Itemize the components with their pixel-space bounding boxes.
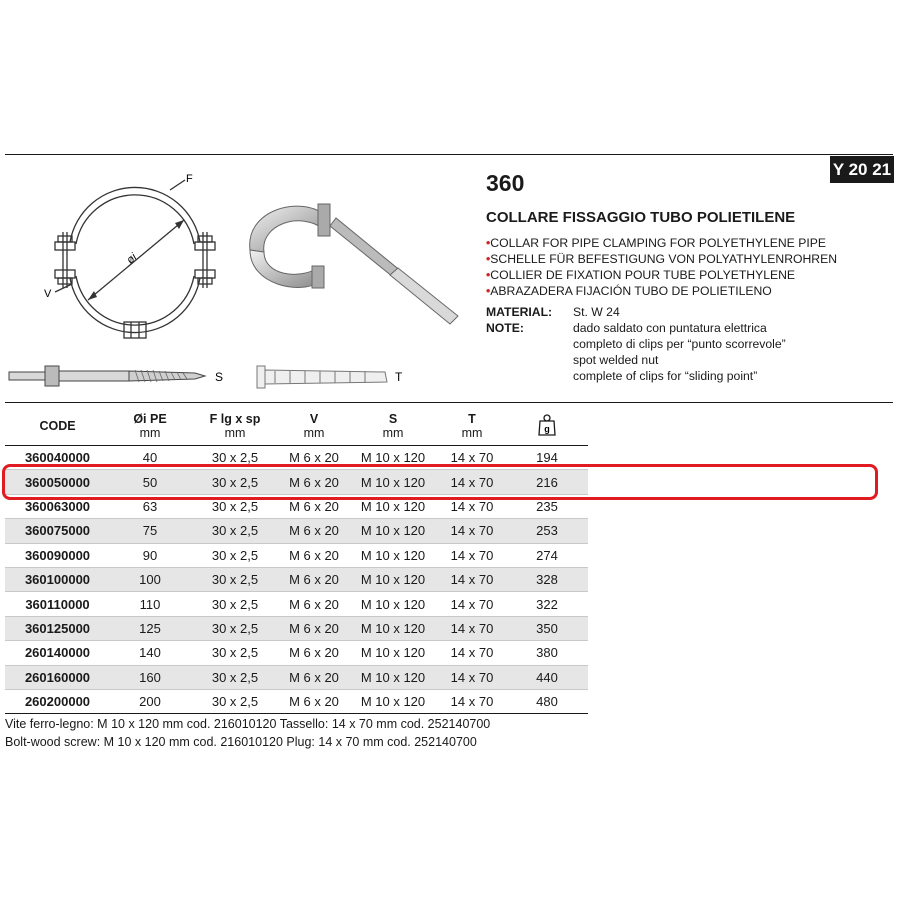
table-row <box>5 689 588 713</box>
table-cell: 14 x 70 <box>438 641 506 665</box>
col-header-v: V mm <box>280 407 348 446</box>
table-cell: M 6 x 20 <box>280 494 348 518</box>
translation-line: •ABRAZADERA FIJACIÓN TUBO DE POLIETILENO <box>486 284 772 298</box>
table-cell: M 6 x 20 <box>280 567 348 591</box>
code-cell: 360063000 <box>5 494 110 518</box>
table-cell: 140 <box>110 641 190 665</box>
table-cell: 14 x 70 <box>438 567 506 591</box>
svg-text:g: g <box>544 423 550 434</box>
table-cell: 14 x 70 <box>438 689 506 713</box>
col-header-diameter: Øi PE mm <box>110 407 190 446</box>
note-line: completo di clips per “punto scorrevole” <box>573 337 786 351</box>
screw-s-drawing <box>5 362 230 392</box>
table-cell: 40 <box>110 446 190 470</box>
table-cell: M 6 x 20 <box>280 592 348 616</box>
table-cell: 14 x 70 <box>438 470 506 494</box>
table-cell: 194 <box>506 446 588 470</box>
table-cell: M 6 x 20 <box>280 543 348 567</box>
label-f: F <box>186 173 193 185</box>
code-cell: 360050000 <box>5 470 110 494</box>
material-value: St. W 24 <box>573 305 620 319</box>
footer-note-it: Vite ferro-legno: M 10 x 120 mm cod. 216010120 Tassello: 14 x 70 mm cod. 252140700 <box>5 717 491 731</box>
table-cell: M 10 x 120 <box>348 494 438 518</box>
table-cell: M 10 x 120 <box>348 592 438 616</box>
table-cell: M 10 x 120 <box>348 470 438 494</box>
plug-t-drawing <box>255 362 415 392</box>
translation-line: •COLLAR FOR PIPE CLAMPING FOR POLYETHYLENE PIPE <box>486 236 826 250</box>
table-cell: M 6 x 20 <box>280 641 348 665</box>
code-cell: 360100000 <box>5 567 110 591</box>
code-cell: 260160000 <box>5 665 110 689</box>
table-cell: 274 <box>506 543 588 567</box>
label-s: S <box>215 370 224 384</box>
table-cell: 30 x 2,5 <box>190 689 280 713</box>
table-cell: 235 <box>506 494 588 518</box>
material-label: MATERIAL: <box>486 305 553 319</box>
table-cell: 328 <box>506 567 588 591</box>
table-cell: M 6 x 20 <box>280 616 348 640</box>
bullet-icon: • <box>486 284 491 298</box>
table-cell: 380 <box>506 641 588 665</box>
table-cell: M 6 x 20 <box>280 446 348 470</box>
table-cell: M 10 x 120 <box>348 616 438 640</box>
collar-product-image <box>240 190 470 330</box>
table-cell: 30 x 2,5 <box>190 567 280 591</box>
note-label: NOTE: <box>486 321 524 335</box>
table-row <box>5 519 588 543</box>
code-cell: 260200000 <box>5 689 110 713</box>
table-cell: 90 <box>110 543 190 567</box>
table-cell: 30 x 2,5 <box>190 470 280 494</box>
table-cell: 50 <box>110 470 190 494</box>
table-cell: M 10 x 120 <box>348 519 438 543</box>
table-cell: 253 <box>506 519 588 543</box>
translation-line: •COLLIER DE FIXATION POUR TUBE POLYETHYLENE <box>486 268 796 282</box>
material-notes <box>486 304 786 384</box>
table-cell: 480 <box>506 689 588 713</box>
code-cell: 260140000 <box>5 641 110 665</box>
table-cell: 14 x 70 <box>438 519 506 543</box>
table-cell: 63 <box>110 494 190 518</box>
table-row <box>5 567 588 591</box>
table-row <box>5 641 588 665</box>
table-cell: 14 x 70 <box>438 494 506 518</box>
code-cell: 360110000 <box>5 592 110 616</box>
table-cell: 30 x 2,5 <box>190 665 280 689</box>
product-title: COLLARE FISSAGGIO TUBO POLIETILENE <box>486 209 796 226</box>
label-oi: øi <box>124 251 140 267</box>
table-cell: 14 x 70 <box>438 446 506 470</box>
table-cell: 30 x 2,5 <box>190 543 280 567</box>
table-cell: 110 <box>110 592 190 616</box>
table-cell: 30 x 2,5 <box>190 592 280 616</box>
table-cell: 30 x 2,5 <box>190 641 280 665</box>
year-badge: Y 20 21 <box>830 156 894 183</box>
table-cell: M 10 x 120 <box>348 665 438 689</box>
table-cell: M 6 x 20 <box>280 689 348 713</box>
table-cell: 30 x 2,5 <box>190 519 280 543</box>
table-row <box>5 543 588 567</box>
table-cell: 14 x 70 <box>438 616 506 640</box>
table-cell: 30 x 2,5 <box>190 616 280 640</box>
note-line: complete of clips for “sliding point” <box>573 369 758 383</box>
table-cell: M 10 x 120 <box>348 543 438 567</box>
table-cell: M 6 x 20 <box>280 519 348 543</box>
col-header-code: CODE <box>5 407 110 446</box>
table-cell: M 6 x 20 <box>280 470 348 494</box>
product-code: 360 <box>486 170 525 196</box>
top-rule <box>5 154 893 155</box>
table-cell: 322 <box>506 592 588 616</box>
code-cell: 360090000 <box>5 543 110 567</box>
table-cell: 30 x 2,5 <box>190 446 280 470</box>
table-row <box>5 665 588 689</box>
table-cell: M 10 x 120 <box>348 689 438 713</box>
bullet-icon: • <box>486 252 491 266</box>
table-cell: 160 <box>110 665 190 689</box>
col-header-t: T mm <box>438 407 506 446</box>
row-highlight-box <box>2 464 878 500</box>
col-header-s: S mm <box>348 407 438 446</box>
product-table <box>5 407 588 714</box>
code-cell: 360125000 <box>5 616 110 640</box>
bullet-icon: • <box>486 268 491 282</box>
table-cell: 14 x 70 <box>438 665 506 689</box>
table-cell: 30 x 2,5 <box>190 494 280 518</box>
table-cell: M 10 x 120 <box>348 446 438 470</box>
table-cell: 100 <box>110 567 190 591</box>
table-cell: 350 <box>506 616 588 640</box>
label-t: T <box>395 370 403 384</box>
footer-note-en: Bolt-wood screw: M 10 x 120 mm cod. 216010120 Plug: 14 x 70 mm cod. 252140700 <box>5 735 477 749</box>
table-cell: 440 <box>506 665 588 689</box>
note-line: dado saldato con puntatura elettrica <box>573 321 767 335</box>
mid-rule <box>5 402 893 403</box>
note-line: spot welded nut <box>573 353 659 367</box>
table-row <box>5 616 588 640</box>
collar-drawing <box>0 160 230 350</box>
code-cell: 360075000 <box>5 519 110 543</box>
code-cell: 360040000 <box>5 446 110 470</box>
table-cell: 200 <box>110 689 190 713</box>
table-cell: 14 x 70 <box>438 543 506 567</box>
table-header-row <box>5 407 588 446</box>
table-cell: M 10 x 120 <box>348 641 438 665</box>
table-cell: 125 <box>110 616 190 640</box>
table-cell: M 6 x 20 <box>280 665 348 689</box>
translation-line: •SCHELLE FÜR BEFESTIGUNG VON POLYATHYLENROHREN <box>486 252 838 266</box>
table-row <box>5 592 588 616</box>
table-cell: 14 x 70 <box>438 592 506 616</box>
col-header-f: F lg x sp mm <box>190 407 280 446</box>
weight-icon <box>538 414 556 436</box>
label-v: V <box>44 288 52 300</box>
table-cell: 216 <box>506 470 588 494</box>
col-header-weight <box>506 407 588 446</box>
translations <box>486 235 837 299</box>
table-cell: M 10 x 120 <box>348 567 438 591</box>
bullet-icon: • <box>486 236 491 250</box>
table-cell: 75 <box>110 519 190 543</box>
